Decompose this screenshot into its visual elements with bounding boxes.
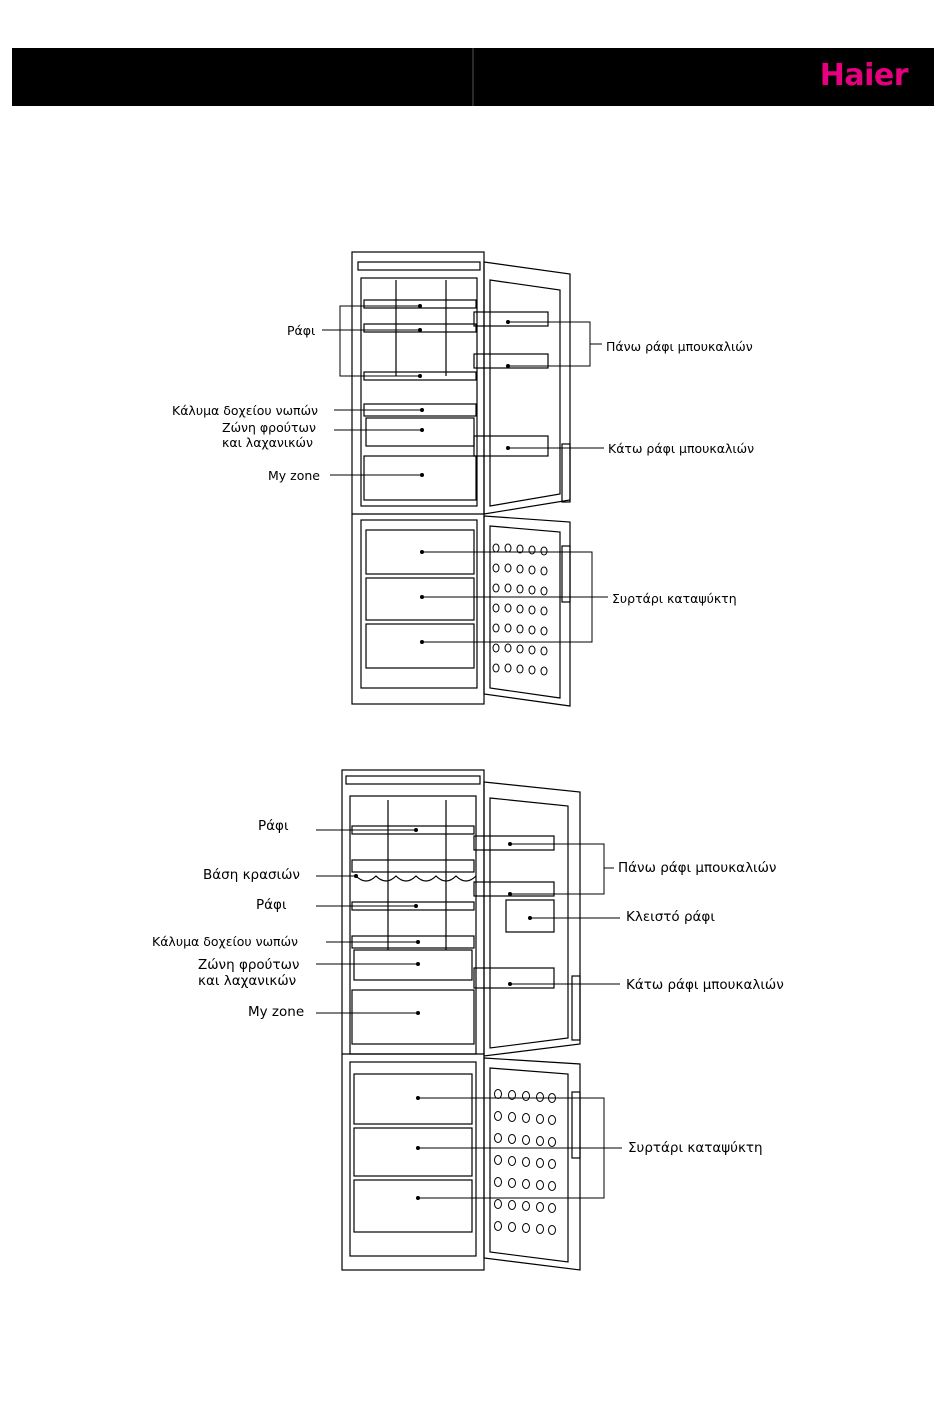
label-my-zone: My zone bbox=[268, 468, 320, 483]
label-fruit-zone-line2: και λαχανικών bbox=[198, 973, 297, 989]
label-shelf-top: Ράφι bbox=[258, 818, 289, 834]
door-shelf-upper bbox=[474, 836, 554, 850]
fruit-veg-drawer bbox=[366, 418, 474, 446]
label-my-zone: My zone bbox=[248, 1004, 305, 1020]
door-shelf-lower bbox=[474, 968, 554, 988]
label-fruit-zone-line1: Ζώνη φρούτων bbox=[198, 957, 300, 973]
fruit-veg-drawer bbox=[354, 950, 472, 980]
label-closed-shelf: Κλειστό ράφι bbox=[626, 909, 715, 925]
label-fruit-zone-line1: Ζώνη φρούτων bbox=[222, 420, 316, 435]
fridge-body bbox=[352, 252, 484, 704]
fridge-door bbox=[484, 782, 580, 1056]
label-lower-door-shelf: Κάτω ράφι μπουκαλιών bbox=[626, 977, 784, 993]
label-upper-door-shelf: Πάνω ράφι μπουκαλιών bbox=[606, 339, 753, 354]
label-lower-door-shelf: Κάτω ράφι μπουκαλιών bbox=[608, 441, 755, 456]
freezer-drawer bbox=[366, 624, 474, 668]
wine-rack-wave bbox=[356, 876, 476, 881]
freezer-drawer bbox=[354, 1074, 472, 1124]
door-shelf-lower bbox=[474, 436, 548, 456]
label-freezer-drawer: Συρτάρι καταψύκτη bbox=[628, 1140, 763, 1156]
label-crisper-cover: Κάλυμα δοχείου νωπών bbox=[152, 934, 299, 949]
label-freezer-drawer: Συρτάρι καταψύκτη bbox=[612, 591, 737, 606]
fridge-body bbox=[342, 770, 484, 1270]
fridge-door bbox=[484, 262, 570, 514]
label-shelf-mid: Ράφι bbox=[256, 897, 287, 913]
label-wine-rack: Βάση κρασιών bbox=[203, 867, 300, 883]
fridge-diagram-2 bbox=[0, 740, 950, 1300]
label-shelf: Ράφι bbox=[287, 323, 316, 338]
my-zone-drawer bbox=[364, 456, 476, 500]
fridge-drawing-2 bbox=[0, 740, 950, 1300]
freezer-drawer bbox=[354, 1128, 472, 1176]
wine-rack bbox=[352, 860, 474, 872]
door-shelf-upper bbox=[474, 312, 548, 326]
haier-logo: Haier bbox=[819, 58, 908, 93]
freezer-drawer bbox=[354, 1180, 472, 1232]
label-crisper-cover: Κάλυμα δοχείου νωπών bbox=[172, 403, 319, 418]
label-fruit-zone-line2: και λαχανικών bbox=[222, 435, 313, 450]
my-zone-drawer bbox=[352, 990, 474, 1044]
label-upper-door-shelf: Πάνω ράφι μπουκαλιών bbox=[618, 860, 777, 876]
freezer-drawer bbox=[366, 578, 474, 620]
